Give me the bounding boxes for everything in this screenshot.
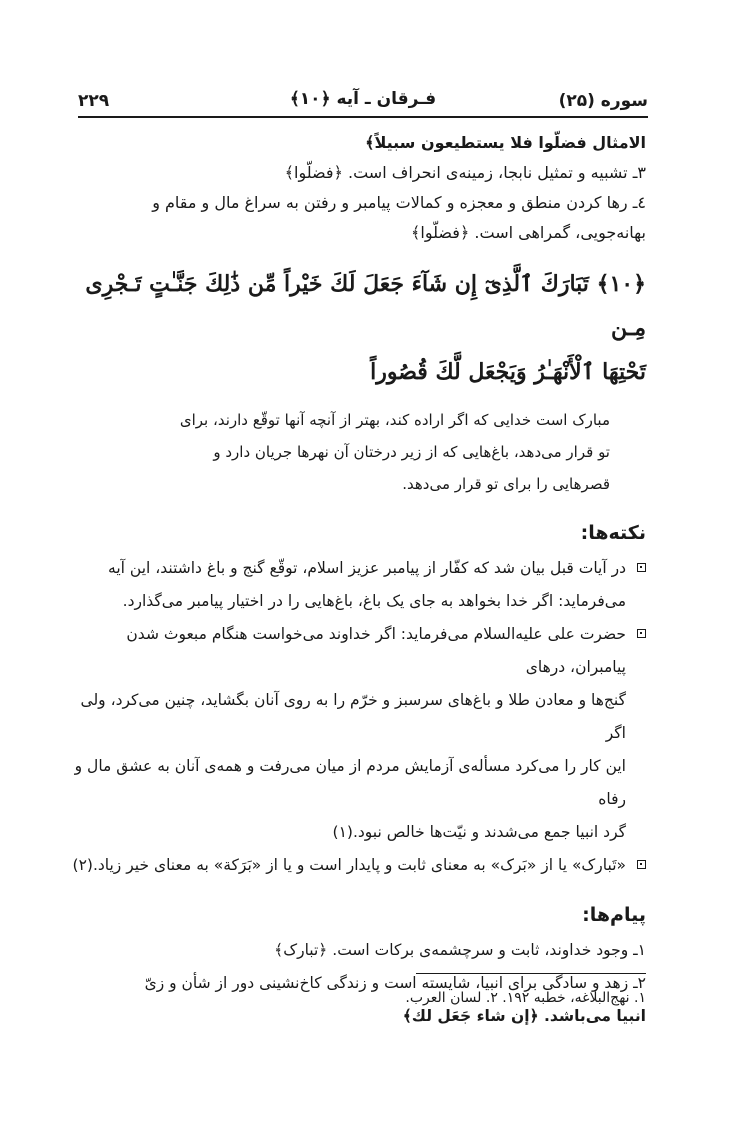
page-number: ۲۲۹ <box>78 91 110 111</box>
square-bullet-icon <box>637 563 646 572</box>
translation-line: مبارک است خدایی که اگر اراده کند، بهتر از آنچه آنها توقّع دارند، برای <box>179 411 610 429</box>
translation-line: تو قرار می‌دهد، باغ‌هایی که از زیر درختان آن نهرها جریان دارد و <box>213 443 610 461</box>
square-bullet-icon <box>637 629 646 638</box>
quran-verse <box>71 262 646 394</box>
note-line: حضرت علی علیه‌السلام می‌فرماید: اگر خداوند می‌خواست هنگام مبعوث شدن پیامبران، درهای <box>126 625 626 676</box>
note-line: در آیات قبل بیان شد که کفّار از پیامبر عزیز اسلام، توقّع گنج و باغ داشتند، این آیه <box>108 559 626 577</box>
chapter-verse-title: فـرقان ـ آیه ﴿۱۰﴾ <box>289 89 437 109</box>
message-line: ۱ـ وجود خداوند، ثابت و سرچشمه‌ی برکات است. ﴿تبارک﴾ <box>274 941 646 959</box>
footnote-divider <box>416 973 646 974</box>
note-line: «تَبارک» یا از «بَرک» به معنای ثابت و پایدار است و یا از «بَرَکة» به معنای خیر زیاد.(۲) <box>72 856 626 874</box>
verse-line: تَحْتِهَا ٱلْأَنْهَـٰرُ وَيَجْعَل لَّكَ قُصُوراً <box>370 359 646 385</box>
page-content <box>71 128 646 1033</box>
note-line: گنج‌ها و معادن طلا و باغ‌های سرسبز و خرّم را به روی آنان بگشاید، چنین می‌کرد، ولی اگر <box>80 691 626 742</box>
note-item <box>71 552 646 618</box>
messages-heading: پیام‌ها: <box>582 904 646 926</box>
intro-line: ٤ـ رها کردن منطق و معجزه و کمالات پیامبر و رفتن به سراغ مال و مقام و <box>152 193 646 212</box>
translation-line: قصرهایی را برای تو قرار می‌دهد. <box>402 475 610 493</box>
message-line: انبیا می‌باشد. ﴿إن شاء جَعَل لك﴾ <box>402 1007 646 1025</box>
note-line: گرد انبیا جمع می‌شدند و نیّت‌ها خالص نبود.(۱) <box>332 823 626 841</box>
intro-line: بهانه‌جویی، گمراهی است. ﴿فضلّوا﴾ <box>411 223 646 242</box>
surah-label: سوره (۲۵) <box>558 91 648 111</box>
running-head <box>78 86 648 118</box>
note-item <box>71 618 646 849</box>
verse-translation <box>101 404 610 500</box>
verse-line: ﴿۱۰﴾ تَبَارَكَ ٱلَّذِىٓ إِن شَآءَ جَعَلَ لَكَ خَيْراً مِّن ذَٰلِكَ جَنَّـٰتٍ تَـجْرِى مِـن <box>85 271 646 341</box>
footnote: ۱. نهج‌البلاغه، خطبه ۱۹۲. ۲. لسان العرب. <box>405 990 646 1006</box>
intro-line: الامثال فضلّوا فلا یستطیعون سبیلاً﴾ <box>365 133 646 152</box>
square-bullet-icon <box>637 860 646 869</box>
notes-heading: نکته‌ها: <box>580 522 646 544</box>
intro-line: ۳ـ تشبیه و تمثیل نابجا، زمینه‌ی انحراف است. ﴿فضلّوا﴾ <box>284 163 646 182</box>
message-line: ۲ـ زهد و سادگی برای انبیا، شایسته است و زندگی کاخ‌نشینی دور از شأن و زیّ <box>144 974 646 992</box>
note-line: می‌فرماید: اگر خدا بخواهد به جای یک باغ، باغ‌هایی را در اختیار پیامبر می‌گذارد. <box>122 592 626 610</box>
note-item <box>71 849 646 882</box>
note-line: این کار را می‌کرد مسأله‌ی آزمایش مردم از میان می‌رفت و همه‌ی آنان به عشق مال و رفاه <box>74 757 626 808</box>
